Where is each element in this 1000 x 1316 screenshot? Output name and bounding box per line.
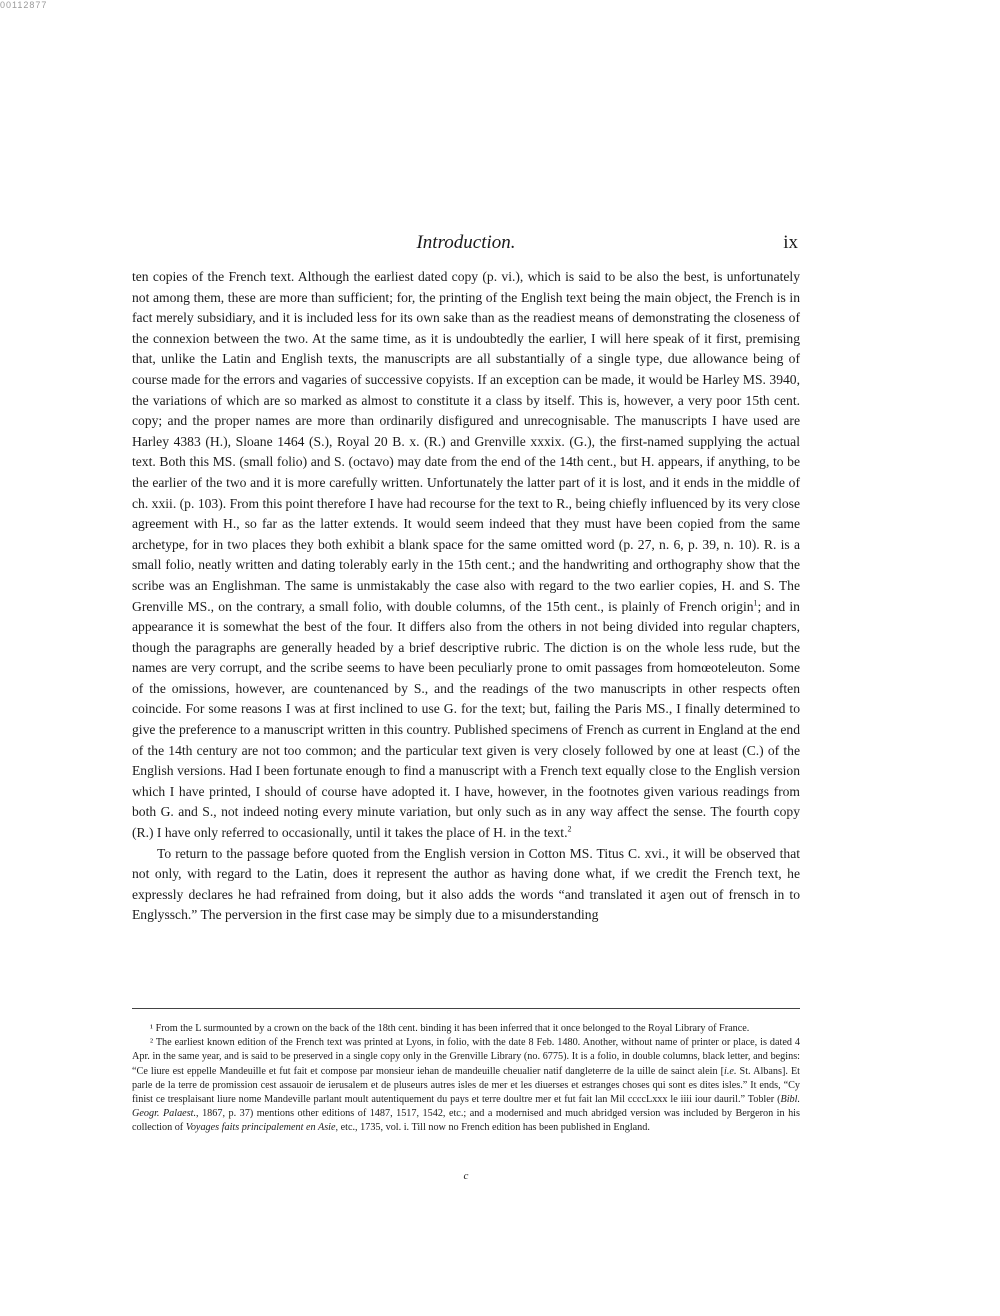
footnote-divider: [132, 1008, 800, 1009]
signature-mark: c: [463, 1170, 469, 1182]
footnote-1: ¹ From the L surmounted by a crown on the back of the 18th cent. binding it has been inferred that it once belonged to the Royal Library of France.: [150, 1023, 750, 1034]
paragraph-1-part-1: ten copies of the French text. Although the earliest dated copy (p. vi.), which is said to be also the best, is unfortunately not among them, these are more than sufficient; for, the printing of the English text being the main object, the French is in fact merely subsidiary, and it is included less for its own sake than as the readiest means of demonstrating the closeness of the connexion between the two. At the same time, as it is undoubtedly the earlier, I will here speak of it first, premising that, unlike the Latin and English texts, the manuscripts are all substantially of a single type, due allowance being of course made for the errors and vagaries of successive copyists. If an exception can be made, it would be Harley MS. 3940, the variations of which are so marked as almost to constitute it a class by itself. This is, however, a very poor 15th cent. copy; and the proper names are more than ordinarily disfigured and unrecognisable. The manuscripts I have used are Harley 4383 (H.), Sloane 1464 (S.), Royal 20 B. x. (R.) and Grenville xxxix. (G.), the first-named supplying the actual text. Both this MS. (small folio) and S. (octavo) may date from the end of the 14th cent., but H. appears, if anything, to be the earlier of the two and it is more carefully written. Unfortunately the latter part of it is lost, and it ends in the middle of ch. xxii. (p. 103). From this point therefore I have had recourse for the text to R., being chiefly influenced by its very close agreement with H., so far as the latter extends. It would seem indeed that they must have been copied from the same archetype, for in two places they both exhibit a blank space for the same omitted word (p. 27, n. 6, p. 39, n. 10). R. is a small folio, neatly written and dating tolerably early in the 15th cent.; and the handwriting and orthography show that the scribe was an Englishman. The same is unmistakably the case also with regard to the two earlier copies, H. and S. The Grenville MS., on the contrary, a small folio, with double columns, of the 15th cent., is plainly of French origin: [132, 269, 800, 614]
paragraph-1: [132, 267, 800, 844]
footnote-ref-2: 2: [567, 824, 572, 834]
page-title: Introduction.: [416, 232, 516, 253]
footnote-2-part-c: , 1867, p. 37) mentions other editions of 1487, 1517, 1542, etc.; and a modernised and much abridged version was included by Bergeron in his collection of: [132, 1108, 800, 1134]
paragraph-1-part-2: ; and in appearance it is somewhat the best of the four. It differs also from the others in not being divided into regular chapters, though the paragraphs are generally headed by a brief descriptive rubric. The diction is on the whole less rude, but the names are very corrupt, and the scribe seems to have been peculiarly prone to omit passages from homœoteleuton. Some of the omissions, however, are countenanced by S., and the readings of the two manuscripts in other respects often coincide. For some reasons I was at first inclined to use G. for the text; but, failing the Paris MS., I finally determined to give the preference to a manuscript written in this country. Published specimens of French as current in England at the end of the 14th century are not too common; and the particular text given is very closely followed by one at least (C.) of the English versions. Had I been fortunate enough to find a manuscript with a French text equally close to the English version which I have printed, I should of course have adopted it. I have, however, in the footnotes given various readings from both G. and S., not indeed noting every minute variation, but only such as in any way affect the sense. The fourth copy (R.) I have only referred to occasionally, until it takes the place of H. in the text.: [132, 598, 800, 841]
page-number: ix: [783, 232, 798, 253]
footnote-ref-1: 1: [753, 597, 758, 607]
paragraph-2: To return to the passage before quoted from the English version in Cotton MS. Titus C. xvi., it will be observed that not only, with regard to the Latin, does it represent the author as having done what, if we credit the French text, he expressly declares he had refrained from doing, but it also adds the words “and translated it aȝen out of frensch in to Englyssch.” The perversion in the first case may be simply due to a misunderstanding: [132, 845, 800, 923]
footnote-2-voyages-title: Voyages faits principalement en Asie: [185, 1122, 336, 1134]
footnotes: [132, 1022, 800, 1136]
footnote-2-part-d: , etc., 1735, vol. i. Till now no French edition has been published in England.: [335, 1122, 650, 1134]
footnote-2-ie: i.e.: [724, 1065, 737, 1077]
footnote-2: [132, 1036, 800, 1135]
footnote-2-bibl-title: Bibl. Geogr. Palaest.: [132, 1094, 800, 1120]
footnote-2-part-b: St. Albans]. Et parle de la terre de promission cest assauoir de ierusalem et de pluseurs autres isles de mer et les diuerses et estranges choses qui sont es dites isles.” It ends, “Cy finist ce tresplaisant liure nome Mandeville parlant moult autentiquement du pays et terre doultre mer et fut fait lan Mil ccccLxxx le iiii iour dauril.” Tobler (: [132, 1065, 800, 1106]
scan-id-tag: 00112877: [0, 0, 48, 10]
footnote-2-part-a: ² The earliest known edition of the French text was printed at Lyons, in folio, with the date 8 Feb. 1480. Another, without name of printer or place, is dated 4 Apr. in the same year, and is said to be preserved in a single copy only in the Grenville Library (no. 6775). It is a folio, in double columns, black letter, and begins: “Ce liure est eppelle Mandeuille et fut fait et compose par monsieur iehan de mandeuille cheualier natif dangleterre de la uille de sainct alein [: [132, 1037, 800, 1077]
running-header: [132, 232, 800, 256]
main-text: [132, 267, 800, 926]
